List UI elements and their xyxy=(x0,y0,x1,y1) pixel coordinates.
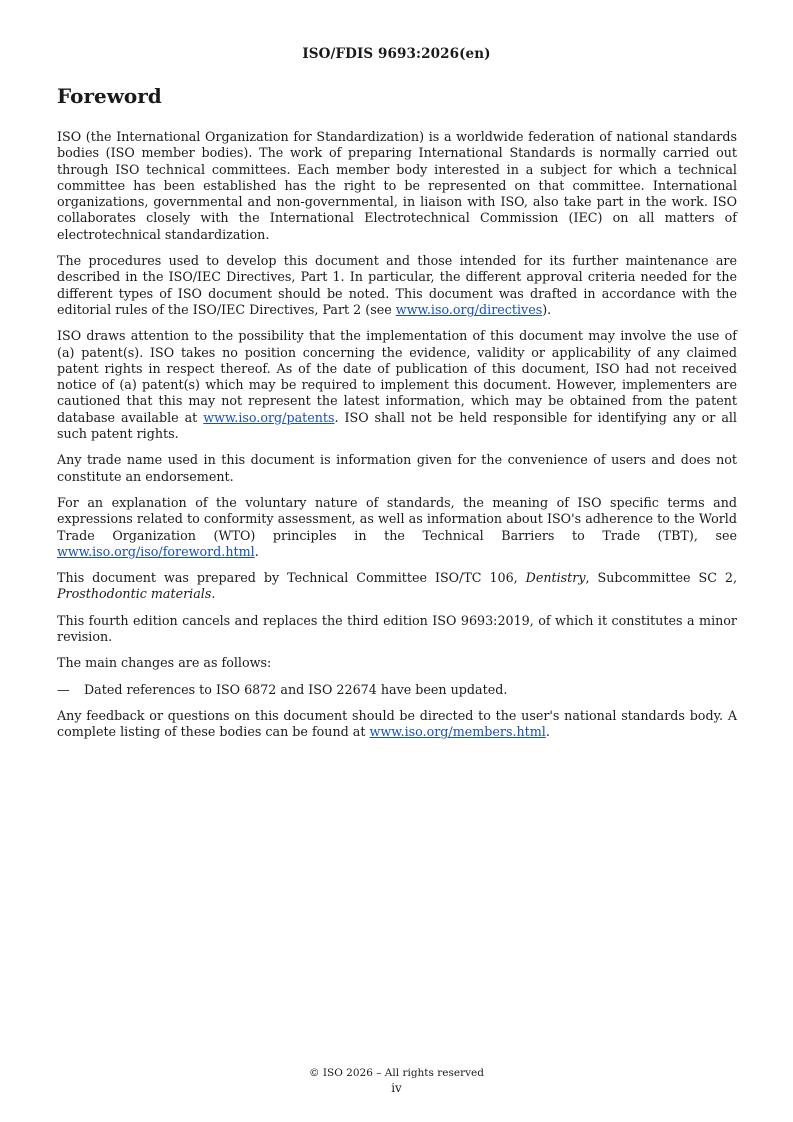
foreword-body xyxy=(57,129,737,751)
paragraph-main-changes: The main changes are as follows: xyxy=(57,655,272,671)
paragraph-committee: This document was prepared by Technical Committee ISO/TC 106, Dentistry, Subcommittee SC 2, Prosthodontic materials. xyxy=(57,570,737,602)
paragraph-feedback: Any feedback or questions on this document should be directed to the user's national standards body. A complete listing of these bodies can be found at www.iso.org/members.html. xyxy=(57,707,737,740)
page-number: iv xyxy=(391,1081,402,1095)
page-title: Foreword xyxy=(57,84,162,108)
directives-link[interactable]: www.iso.org/directives xyxy=(395,301,543,317)
members-link[interactable]: www.iso.org/members.html xyxy=(369,724,546,740)
copyright-notice: © ISO 2026 – All rights reserved xyxy=(309,1067,484,1079)
paragraph-voluntary-nature: For an explanation of the voluntary nature of standards, the meaning of ISO specific terms and expressions related to conformity assessment, as well as information about ISO's adherence to the World Trade Organization (WTO) principles in the Technical Barriers to Trade (TBT), see www.iso.org/iso/foreword.html. xyxy=(57,494,737,559)
paragraph-iso-intro: ISO (the International Organization for Standardization) is a worldwide federation of national standards bodies (ISO member bodies). The work of preparing International Standards is normally carried out through ISO technical committees. Each member body interested in a subject for which a technical committee has been established has the right to be represented on that committee. International organizations, governmental and non-governmental, in liaison with ISO, also take part in the work. ISO collaborates closely with the International Electrotechnical Commission (IEC) on all matters of electrotechnical standardization. xyxy=(57,129,737,242)
patents-link[interactable]: www.iso.org/patents xyxy=(203,409,335,425)
dash-bullet: — xyxy=(57,681,70,697)
paragraph-edition: This fourth edition cancels and replaces the third edition ISO 9693:2019, of which it constitutes a minor revision. xyxy=(57,612,737,645)
paragraph-procedures: The procedures used to develop this document and those intended for its further maintenance are described in the ISO/IEC Directives, Part 1. In particular, the different approval criteria needed for the different types of ISO document should be noted. This document was drafted in accordance with the editorial rules of the ISO/IEC Directives, Part 2 (see www.iso.org/directives). xyxy=(57,253,737,317)
paragraph-trade-name: Any trade name used in this document is information given for the convenience of users and does not constitute an endorsement. xyxy=(57,452,737,484)
page-footer xyxy=(0,1066,793,1096)
foreword-link[interactable]: www.iso.org/iso/foreword.html xyxy=(57,543,255,559)
list-item-text: Dated references to ISO 6872 and ISO 22674 have been updated. xyxy=(84,681,508,697)
paragraph-patents: ISO draws attention to the possibility that the implementation of this document may involve the use of (a) patent(s). ISO takes no position concerning the evidence, validity or applicability of any claimed patent rights in respect thereof. As of the date of publication of this document, ISO had not received notice of (a) patent(s) which may be required to implement this document. However, implementers are cautioned that this may not represent the latest information, which may be obtained from the patent database available at www.iso.org/patents. ISO shall not be held responsible for identifying any or all such patent rights. xyxy=(57,328,737,442)
list-item xyxy=(57,682,737,698)
document-header: ISO/FDIS 9693:2026(en) xyxy=(302,46,491,62)
